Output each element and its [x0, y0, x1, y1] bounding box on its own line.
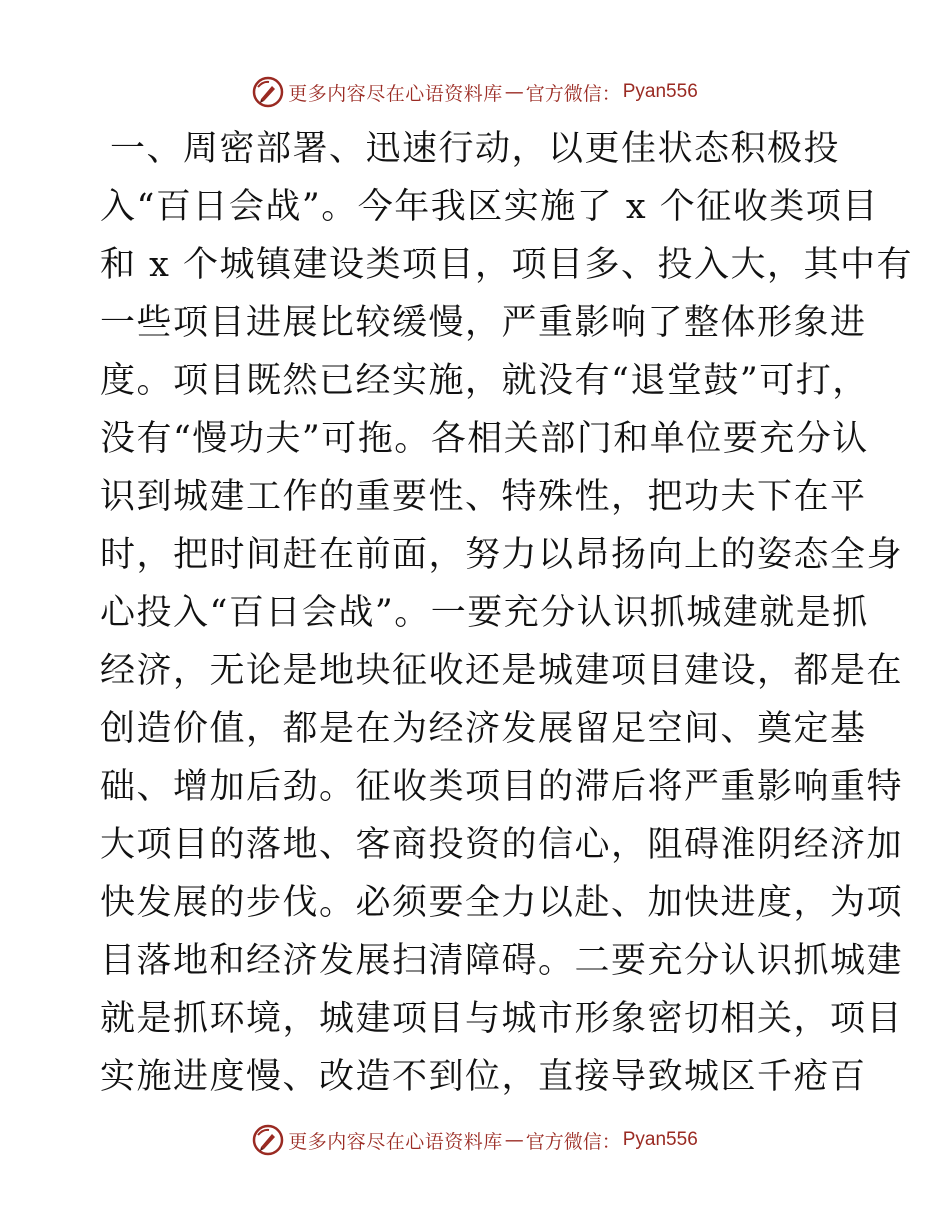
text-line: 没有“慢功夫”可拖。各相关部门和单位要充分认	[100, 419, 869, 459]
text-line: 一些项目进展比较缓慢，严重影响了整体形象进	[100, 303, 867, 343]
watermark-text: 更多内容尽在心语资料库	[288, 1130, 503, 1153]
watermark-wechat-id: Pyan556	[622, 81, 698, 102]
watermark-label: 官方微信：	[525, 82, 621, 105]
text-line: 心投入“百日会战”。一要充分认识抓城建就是抓	[100, 593, 869, 633]
footer-watermark	[0, 1120, 950, 1160]
text-line: 时，把时间赶在前面，努力以昂扬向上的姿态全身	[100, 535, 904, 575]
text-line: 经济，无论是地块征收还是城建项目建设，都是在	[100, 651, 904, 691]
text-line: 快发展的步伐。必须要全力以赴、加快进度，为项	[100, 883, 904, 923]
text-line: 实施进度慢、改造不到位，直接导致城区千疮百	[100, 1057, 867, 1097]
text-line: 入“百日会战”。今年我区实施了 x 个征收类项目	[100, 187, 879, 227]
pen-logo-icon	[252, 76, 284, 108]
document-body	[100, 120, 913, 1106]
text-line: 和 x 个城镇建设类项目，项目多、投入大，其中有	[100, 245, 913, 285]
text-line: 度。项目既然已经实施，就没有“退堂鼓”可打，	[100, 361, 869, 401]
text-line: 识到城建工作的重要性、特殊性，把功夫下在平	[100, 477, 867, 517]
header-watermark	[0, 72, 950, 112]
watermark-separator: —	[504, 1129, 524, 1151]
text-line: 目落地和经济发展扫清障碍。二要充分认识抓城建	[100, 941, 904, 981]
watermark-label: 官方微信：	[525, 1130, 621, 1153]
watermark-wechat-id: Pyan556	[622, 1129, 698, 1150]
watermark-text: 更多内容尽在心语资料库	[288, 82, 503, 105]
text-line: 一、周密部署、迅速行动，以更佳状态积极投	[110, 129, 841, 169]
text-line: 础、增加后劲。征收类项目的滞后将严重影响重特	[100, 767, 904, 807]
pen-logo-icon	[252, 1124, 284, 1156]
watermark-separator: —	[504, 81, 524, 103]
text-line: 大项目的落地、客商投资的信心，阻碍淮阴经济加	[100, 825, 904, 865]
text-line: 创造价值，都是在为经济发展留足空间、奠定基	[100, 709, 867, 749]
text-line: 就是抓环境，城建项目与城市形象密切相关，项目	[100, 999, 904, 1039]
